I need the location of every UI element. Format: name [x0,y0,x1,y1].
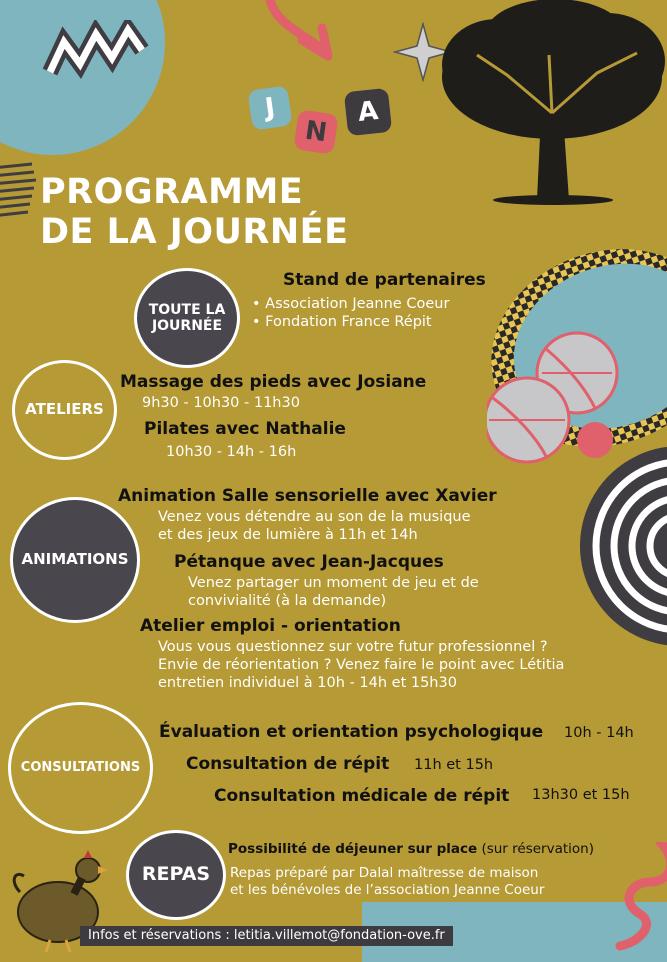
petanque-illustration [487,248,667,478]
logo-letter-n: N [293,109,338,154]
atelier-emploi-line-3: entretien individuel à 10h - 14h et 15h30 [158,675,457,691]
massage-times: 9h30 - 10h30 - 11h30 [142,395,300,411]
repas-line-1-paren: (sur réservation) [481,841,594,857]
toute-la-journee-badge [134,268,240,368]
pilates-times: 10h30 - 14h - 16h [166,444,297,460]
petanque-line-2: convivialité (à la demande) [188,593,387,609]
page-title-line-2: DE LA JOURNÉE [40,212,349,252]
atelier-emploi-line-1: Vous vous questionnez sur votre futur professionnel ? [158,639,548,655]
repas-line-1 [228,841,594,857]
animations-label: ANIMATIONS [21,550,129,569]
coil-decoration [0,162,42,222]
evaluation-title: Évaluation et orientation psychologique [159,722,544,742]
arrow-decoration [262,0,352,90]
page-title-line-1: PROGRAMME [40,172,304,212]
atelier-emploi-title: Atelier emploi - orientation [140,616,401,636]
consultations-label: CONSULTATIONS [20,759,141,775]
salle-sensorielle-title: Animation Salle sensorielle avec Xavier [118,486,497,506]
consultation-medicale-title: Consultation médicale de répit [214,786,510,806]
consultation-repit-time: 11h et 15h [414,757,494,773]
animations-badge [10,497,140,623]
page-title [40,172,348,252]
consultation-repit-title: Consultation de répit [186,754,390,774]
atelier-emploi-line-2: Envie de réorientation ? Venez faire le point avec Létitia [158,657,565,673]
partners-list [252,295,449,331]
repas-label: REPAS [141,863,211,886]
repas-badge [126,830,226,920]
partner-item: • Fondation France Répit [252,313,449,331]
petanque-line-1: Venez partager un moment de jeu et de [188,575,479,591]
salle-sensorielle-line-1: Venez vous détendre au son de la musique [158,509,471,525]
ateliers-badge [12,360,117,460]
consultation-medicale-time: 13h30 et 15h [532,787,630,803]
contact-footer: Infos et réservations : letitia.villemot@fondation-ove.fr [80,926,453,946]
pilates-title: Pilates avec Nathalie [144,419,346,439]
partner-item: • Association Jeanne Coeur [252,295,449,313]
massage-title: Massage des pieds avec Josiane [120,372,427,392]
petanque-title: Pétanque avec Jean-Jacques [174,552,444,572]
swirl-decoration [600,842,667,952]
toute-label-line-2: JOURNÉE [151,318,223,334]
repas-line-1-bold: Possibilité de déjeuner sur place [228,841,478,857]
zigzag-decoration [42,20,152,90]
consultations-badge [8,702,153,834]
toute-label-line-1: TOUTE LA [148,301,226,318]
ateliers-label: ATELIERS [25,400,104,419]
stand-heading: Stand de partenaires [283,270,486,290]
repas-line-2: Repas préparé par Dalal maîtresse de maison [230,865,539,881]
logo-letter-j: J [247,85,292,130]
logo-letter-a: A [344,88,392,136]
repas-line-3: et les bénévoles de l’association Jeanne Coeur [230,882,545,898]
salle-sensorielle-line-2: et des jeux de lumière à 11h et 14h [158,527,418,543]
tree-illustration [437,0,667,210]
rings-decoration [570,446,667,646]
evaluation-time: 10h - 14h [564,725,634,741]
